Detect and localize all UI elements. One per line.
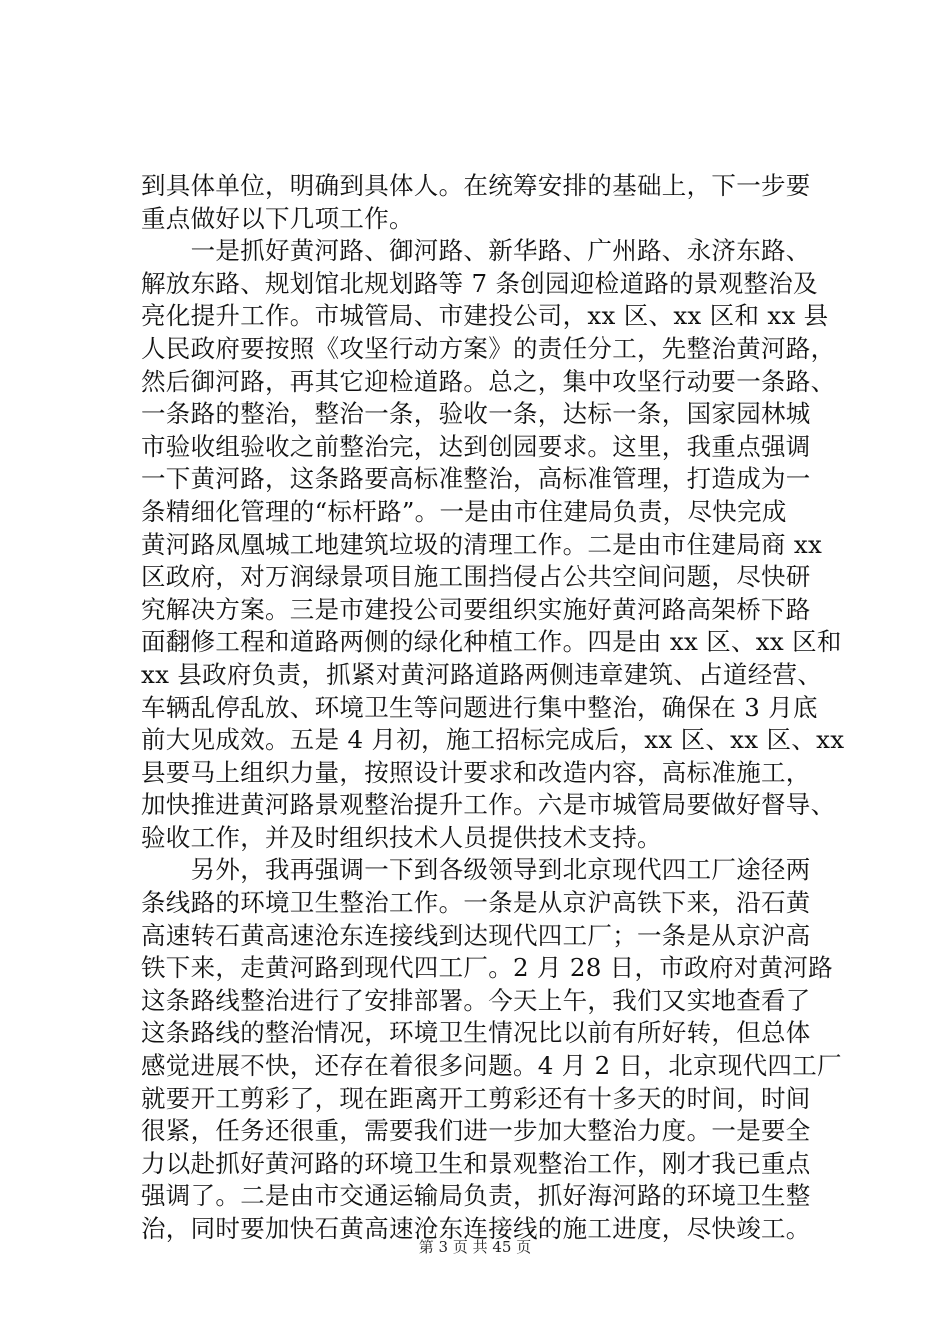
text-line: 前大见成效。五是 4 月初，施工招标完成后，xx 区、xx 区、xx [141,725,845,755]
text-line: 感觉进展不快，还存在着很多问题。4 月 2 日，北京现代四工厂 [141,1051,842,1081]
text-line: 亮化提升工作。市城管局、市建投公司，xx 区、xx 区和 xx 县 [141,301,829,331]
text-line: 这条路线整治进行了安排部署。今天上午，我们又实地查看了 [141,985,811,1015]
text-line: 重点做好以下几项工作。 [141,203,414,233]
text-line: xx 县政府负责，抓紧对黄河路道路两侧违章建筑、占道经营、 [141,659,823,689]
text-line: 究解决方案。三是市建投公司要组织实施好黄河路高架桥下路 [141,594,811,624]
text-line: 市验收组验收之前整治完，达到创园要求。这里，我重点强调 [141,431,811,461]
text-line: 到具体单位，明确到具体人。在统筹安排的基础上，下一步要 [141,171,811,200]
text-line: 治，同时要加快石黄高速沧东连接线的施工进度，尽快竣工。 [141,1214,811,1243]
text-line: 就要开工剪彩了，现在距离开工剪彩还有十多天的时间，时间 [141,1083,811,1113]
text-line: 条线路的环境卫生整治工作。一条是从京沪高铁下来，沿石黄 [141,888,811,918]
text-line: 黄河路凤凰城工地建筑垃圾的清理工作。二是由市住建局商 xx [141,529,823,559]
text-line: 一条路的整治，整治一条，验收一条，达标一条，国家园林城 [141,399,811,429]
page-number: 第 3 页 共 45 页 [418,1238,532,1256]
text-line: 解放东路、规划馆北规划路等 7 条创园迎检道路的景观整治及 [141,268,818,298]
text-line: 力以赴抓好黄河路的环境卫生和景观整治工作，刚才我已重点 [141,1148,811,1178]
text-line: 很紧，任务还很重，需要我们进一步加大整治力度。一是要全 [141,1116,811,1146]
text-line: 条精细化管理的“标杆路”。一是由市住建局负责，尽快完成 [141,496,787,526]
text-line: 另外，我再强调一下到各级领导到北京现代四工厂途径两 [141,855,811,885]
text-line: 验收工作，并及时组织技术人员提供技术支持。 [141,822,662,852]
text-line: 这条路线的整治情况，环境卫生情况比以前有所好转，但总体 [141,1018,811,1048]
text-line: 铁下来，走黄河路到现代四工厂。2 月 28 日，市政府对黄河路 [141,953,833,983]
text-line: 人民政府要按照《攻坚行动方案》的责任分工，先整治黄河路， [141,333,836,363]
page-footer [0,1236,950,1257]
text-line: 加快推进黄河路景观整治提升工作。六是市城管局要做好督导、 [141,790,836,820]
text-line: 区政府，对万润绿景项目施工围挡侵占公共空间问题，尽快研 [141,562,811,592]
text-line: 然后御河路，再其它迎检道路。总之，集中攻坚行动要一条路、 [141,366,836,396]
text-line: 一下黄河路，这条路要高标准整治，高标准管理，打造成为一 [141,464,811,494]
body-text [141,170,845,1246]
text-line: 面翻修工程和道路两侧的绿化种植工作。四是由 xx 区、xx 区和 [141,627,842,657]
text-line: 一是抓好黄河路、御河路、新华路、广州路、永济东路、 [141,236,811,266]
text-line: 强调了。二是由市交通运输局负责，抓好海河路的环境卫生整 [141,1181,811,1211]
text-line: 高速转石黄高速沧东连接线到达现代四工厂；一条是从京沪高 [141,920,811,950]
text-line: 县要马上组织力量，按照设计要求和改造内容，高标准施工， [141,757,811,787]
text-line: 车辆乱停乱放、环境卫生等问题进行集中整治，确保在 3 月底 [141,692,818,722]
